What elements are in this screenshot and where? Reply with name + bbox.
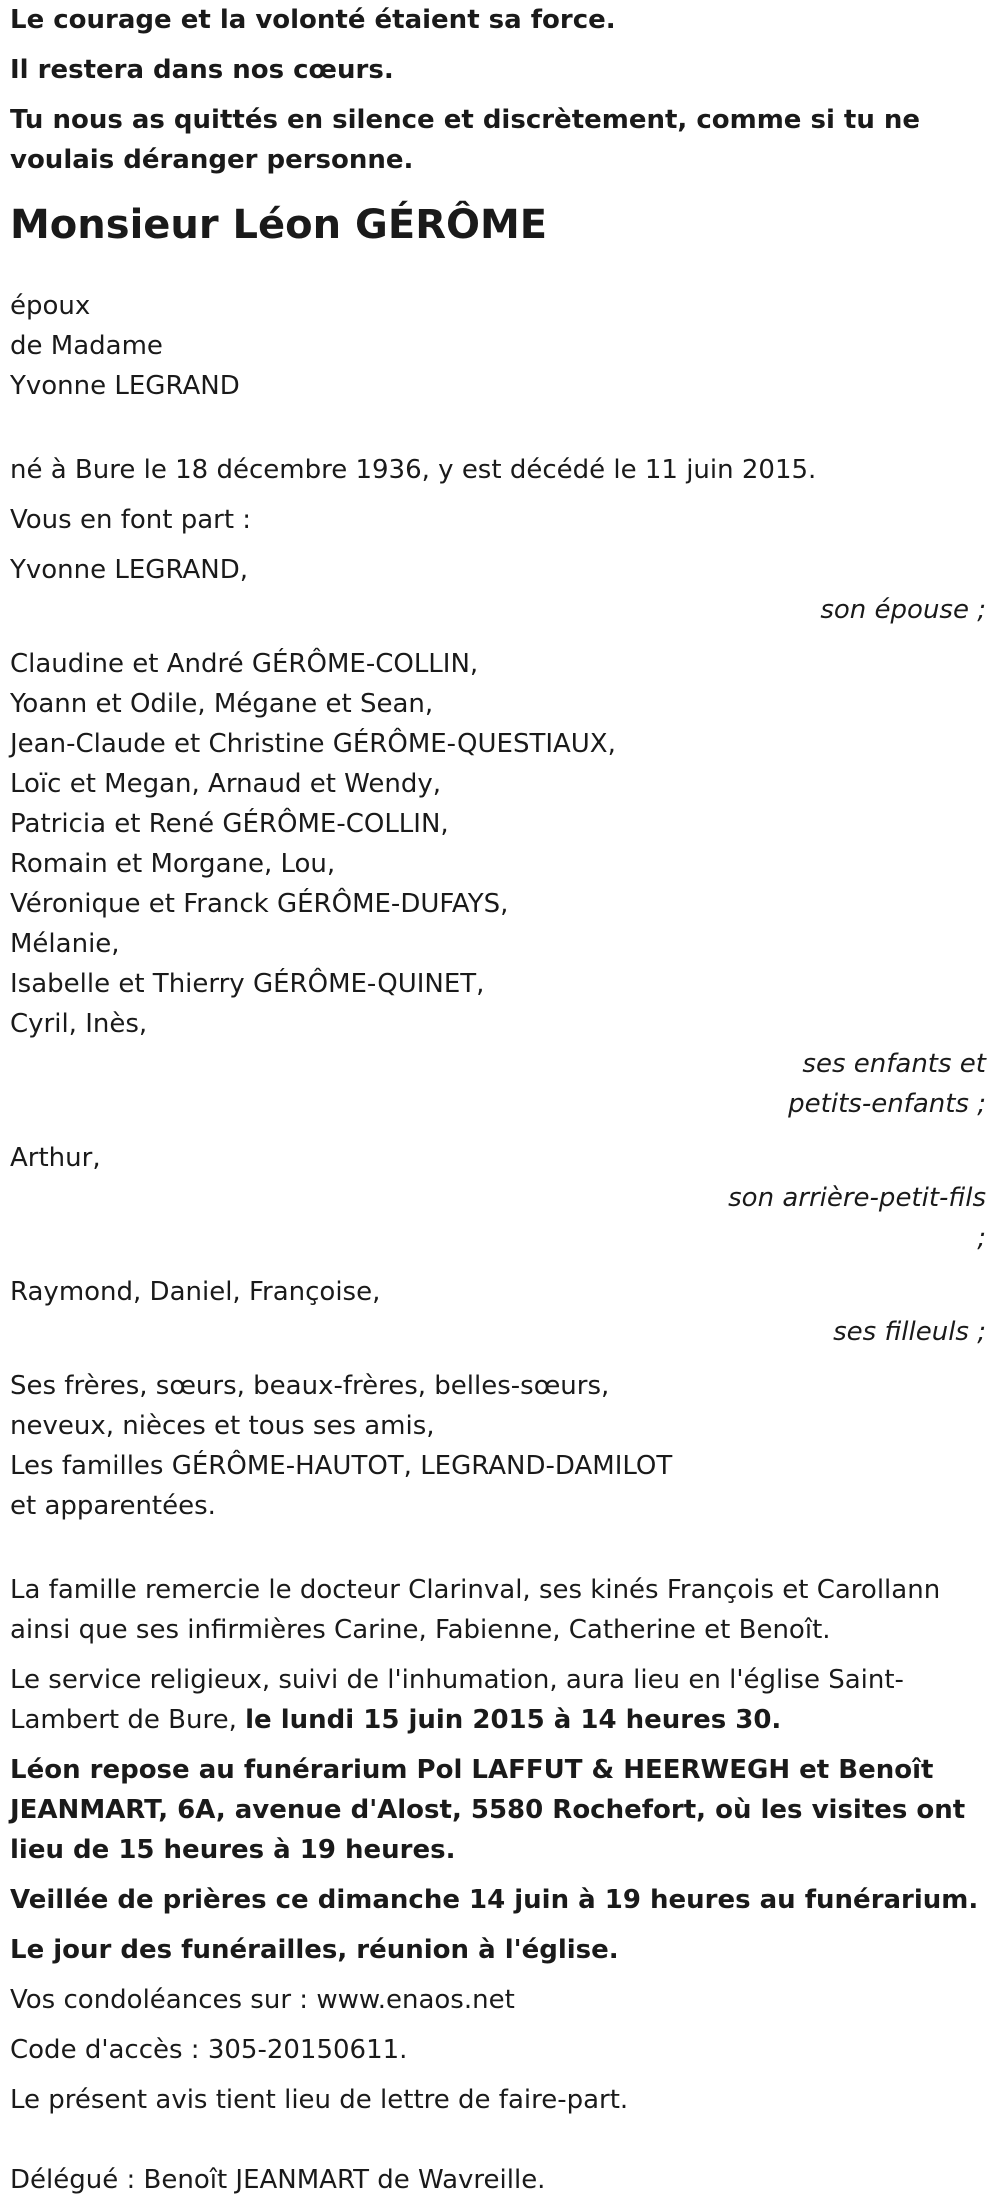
family-children bbox=[10, 644, 990, 1124]
relation-line: Yvonne LEGRAND bbox=[10, 371, 240, 401]
family-member: Romain et Morgane, Lou, bbox=[10, 849, 336, 879]
service-text: Le service religieux, suivi de l'inhumation, aura lieu en l'église Saint-Lambert de Bure, bbox=[10, 1665, 904, 1735]
intro-line-1: Le courage et la volonté étaient sa force. bbox=[10, 5, 616, 35]
family-member: Cyril, Inès, bbox=[10, 1009, 148, 1039]
service-info bbox=[10, 1660, 990, 1740]
family-member: Isabelle et Thierry GÉRÔME-QUINET, bbox=[10, 969, 485, 999]
family-member: Arthur, bbox=[10, 1143, 101, 1173]
family-role: petits-enfants ; bbox=[788, 1089, 986, 1119]
family-great-grandchild bbox=[10, 1138, 990, 1258]
family-member: Ses frères, sœurs, beaux-frères, belles-sœurs, bbox=[10, 1371, 610, 1401]
family-member: et apparentées. bbox=[10, 1491, 216, 1521]
family-role: ses filleuls ; bbox=[833, 1317, 986, 1347]
family-godchildren bbox=[10, 1272, 990, 1352]
birth-death: né à Bure le 18 décembre 1936, y est décédé le 11 juin 2015. bbox=[10, 455, 817, 485]
vigil-info: Veillée de prières ce dimanche 14 juin à 19 heures au funérarium. bbox=[10, 1885, 979, 1915]
intro-line-3: Tu nous as quittés en silence et discrètement, comme si tu ne voulais déranger personne. bbox=[10, 105, 921, 175]
deceased-relation bbox=[10, 286, 990, 406]
family-member: Raymond, Daniel, Françoise, bbox=[10, 1277, 381, 1307]
condolences-info: Vos condoléances sur : www.enaos.net bbox=[10, 1985, 515, 2015]
family-member: Les familles GÉRÔME-HAUTOT, LEGRAND-DAMILOT bbox=[10, 1451, 673, 1481]
family-member: Véronique et Franck GÉRÔME-DUFAYS, bbox=[10, 889, 509, 919]
relation-line: de Madame bbox=[10, 331, 163, 361]
family-member: Yoann et Odile, Mégane et Sean, bbox=[10, 689, 434, 719]
family-member: Claudine et André GÉRÔME-COLLIN, bbox=[10, 649, 479, 679]
family-role: ; bbox=[977, 1223, 986, 1253]
family-role: son épouse ; bbox=[820, 595, 986, 625]
family-member: Yvonne LEGRAND, bbox=[10, 555, 248, 585]
family-role: son arrière-petit-fils bbox=[728, 1183, 986, 1213]
family-spouse bbox=[10, 550, 990, 630]
funeral-home-info: Léon repose au funérarium Pol LAFFUT & HEERWEGH et Benoît JEANMART, 6A, avenue d'Alost, 5580 Rochefort, où les visites ont lieu de 15 heures à 19 heures. bbox=[10, 1755, 966, 1865]
relation-line: époux bbox=[10, 291, 91, 321]
announcement: Vous en font part : bbox=[10, 505, 252, 535]
family-others bbox=[10, 1366, 990, 1526]
family-member: Jean-Claude et Christine GÉRÔME-QUESTIAUX, bbox=[10, 729, 616, 759]
meeting-info: Le jour des funérailles, réunion à l'église. bbox=[10, 1935, 619, 1965]
service-date: le lundi 15 juin 2015 à 14 heures 30. bbox=[245, 1705, 782, 1735]
intro-line-2: Il restera dans nos cœurs. bbox=[10, 55, 394, 85]
family-member: Patricia et René GÉRÔME-COLLIN, bbox=[10, 809, 449, 839]
notice-text: Le présent avis tient lieu de lettre de faire-part. bbox=[10, 2085, 629, 2115]
access-code: Code d'accès : 305-20150611. bbox=[10, 2035, 408, 2065]
delegate-info: Délégué : Benoît JEANMART de Wavreille. bbox=[10, 2165, 546, 2195]
thanks-text: La famille remercie le docteur Clarinval, ses kinés François et Carollann ainsi que ses infirmières Carine, Fabienne, Catherine et Benoît. bbox=[10, 1575, 941, 1645]
family-member: Loïc et Megan, Arnaud et Wendy, bbox=[10, 769, 441, 799]
family-member: Mélanie, bbox=[10, 929, 120, 959]
deceased-name: Monsieur Léon GÉRÔME bbox=[10, 202, 548, 248]
family-role: ses enfants et bbox=[802, 1049, 986, 1079]
family-member: neveux, nièces et tous ses amis, bbox=[10, 1411, 435, 1441]
